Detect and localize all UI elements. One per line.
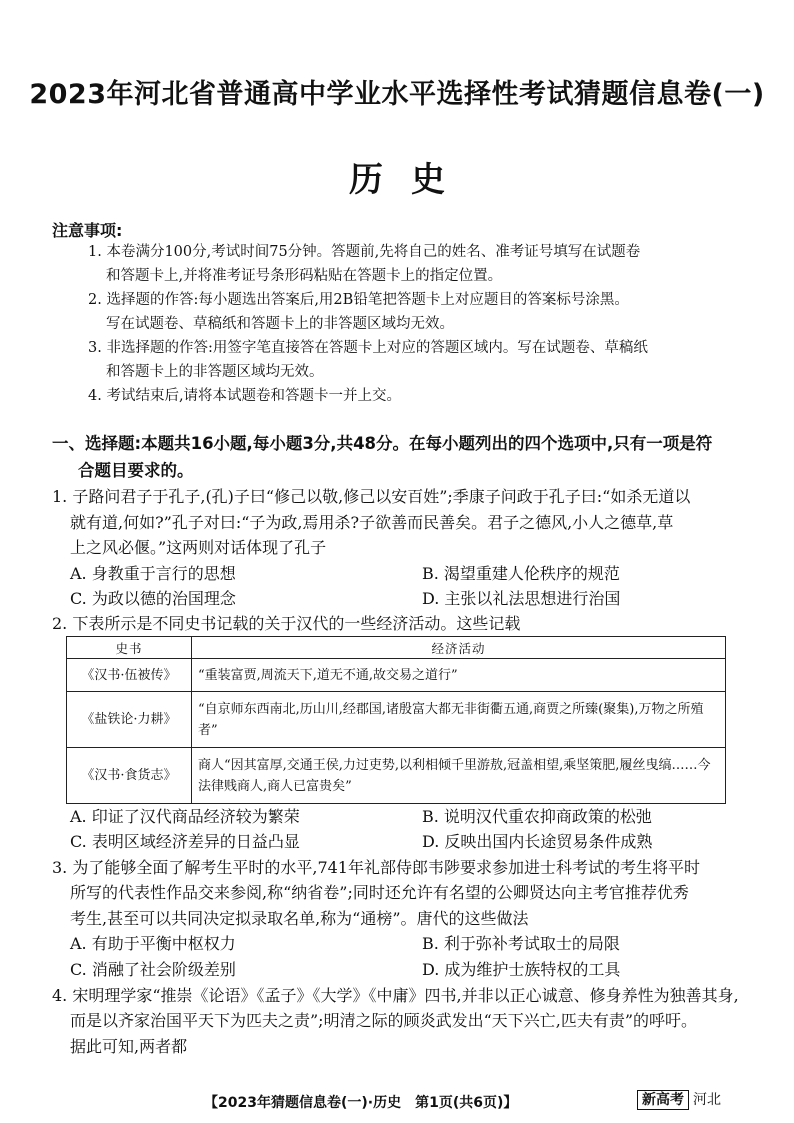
q3-stem-line: 3. 为了能够全面了解考生平时的水平,741年礼部侍郎韦陟要求参加进士科考试的考生将平时	[52, 858, 700, 877]
table-header-row	[67, 637, 726, 659]
q4-stem-line: 4. 宋明理学家“推崇《论语》《孟子》《大学》《中庸》四书,并非以正心诚意、修身养性为独善其身,	[52, 986, 739, 1005]
note-line: 3. 非选择题的作答:用签字笔直接答在答题卡上对应的答题区域内。写在试题卷、草稿纸	[88, 340, 648, 356]
table-row	[67, 659, 726, 692]
q3-option-b[interactable]: B. 利于弥补考试取士的局限	[422, 934, 620, 953]
q3-option-c[interactable]: C. 消融了社会阶级差别	[70, 960, 236, 979]
q1-option-d[interactable]: D. 主张以礼法思想进行治国	[422, 589, 621, 608]
q3-option-a[interactable]: A. 有助于平衡中枢权力	[70, 934, 236, 953]
q3-stem-line: 所写的代表性作品交来参阅,称“纳省卷”;同时还允许有名望的公卿贤达向主考官推荐优秀	[70, 883, 689, 902]
notes-heading: 注意事项:	[52, 221, 123, 240]
note-line: 写在试题卷、草稿纸和答题卡上的非答题区域均无效。	[106, 316, 454, 332]
paper-title: 2023年河北省普通高中学业水平选择性考试猜题信息卷(一)	[29, 79, 765, 110]
table-header: 经济活动	[192, 637, 726, 659]
subject-title: 历史	[349, 160, 473, 200]
q1-stem-line: 1. 子路问君子于孔子,(孔)子曰“修己以敬,修己以安百姓”;季康子问政于孔子曰:“如杀无道以	[52, 487, 691, 506]
region-label: 河北	[693, 1092, 721, 1108]
note-line: 和答题卡上的非答题区域均无效。	[106, 364, 324, 380]
table-row	[67, 692, 726, 748]
q1-stem-line: 就有道,何如?”孔子对曰:“子为政,焉用杀?子欲善而民善矣。君子之德风,小人之德草,草	[70, 513, 674, 532]
page-footer: 【2023年猜题信息卷(一)·历史 第1页(共6页)】	[204, 1095, 518, 1111]
table-header: 史书	[67, 637, 192, 659]
note-line: 2. 选择题的作答:每小题选出答案后,用2B铅笔把答题卡上对应题目的答案标号涂黑。	[88, 292, 629, 308]
q2-option-a[interactable]: A. 印证了汉代商品经济较为繁荣	[70, 807, 300, 826]
note-line: 1. 本卷满分100分,考试时间75分钟。答题前,先将自己的姓名、准考证号填写在试题卷	[88, 244, 641, 260]
q4-stem-line: 据此可知,两者都	[70, 1037, 188, 1056]
section-heading-cont: 合题目要求的。	[78, 461, 194, 480]
table-cell-source: 《盐铁论·力耕》	[67, 692, 192, 748]
q2-option-c[interactable]: C. 表明区域经济差异的日益凸显	[70, 832, 300, 851]
table-cell-source: 《汉书·伍被传》	[67, 659, 192, 692]
table-cell-content: “重装富贾,周流天下,道无不通,故交易之道行”	[192, 659, 726, 692]
q2-option-d[interactable]: D. 反映出国内长途贸易条件成熟	[422, 832, 653, 851]
table-cell-content: “自京师东西南北,历山川,经郡国,诸殷富大都无非街衢五通,商贾之所臻(聚集),万物之所殖者”	[192, 692, 726, 748]
table-cell-content: 商人“因其富厚,交通王侯,力过吏势,以利相倾千里游敖,冠盖相望,乘坚策肥,履丝曳缟……今法律贱商人,商人已富贵矣”	[192, 748, 726, 804]
note-line: 和答题卡上,并将准考证号条形码粘贴在答题卡上的指定位置。	[106, 268, 503, 284]
q2-table	[66, 636, 726, 804]
q3-option-d[interactable]: D. 成为维护士族特权的工具	[422, 960, 621, 979]
q3-stem-line: 考生,甚至可以共同决定拟录取名单,称为“通榜”。唐代的这些做法	[70, 909, 529, 928]
q2-option-b[interactable]: B. 说明汉代重农抑商政策的松弛	[422, 807, 652, 826]
q1-stem-line: 上之风必偃。”这两则对话体现了孔子	[70, 538, 327, 557]
q1-option-c[interactable]: C. 为政以德的治国理念	[70, 589, 236, 608]
q1-option-b[interactable]: B. 渴望重建人伦秩序的规范	[422, 564, 620, 583]
q4-stem-line: 而是以齐家治国平天下为匹夫之责”;明清之际的顾炎武发出“天下兴亡,匹夫有责”的呼吁。	[70, 1011, 698, 1030]
q1-option-a[interactable]: A. 身教重于言行的思想	[70, 564, 236, 583]
exam-type-badge: 新高考	[637, 1090, 689, 1110]
table-cell-source: 《汉书·食货志》	[67, 748, 192, 804]
q2-stem: 2. 下表所示是不同史书记载的关于汉代的一些经济活动。这些记载	[52, 614, 521, 633]
table-row	[67, 748, 726, 804]
note-line: 4. 考试结束后,请将本试题卷和答题卡一并上交。	[88, 388, 402, 404]
footer-badge	[637, 1089, 721, 1109]
section-heading: 一、选择题:本题共16小题,每小题3分,共48分。在每小题列出的四个选项中,只有一项是符	[52, 434, 713, 453]
